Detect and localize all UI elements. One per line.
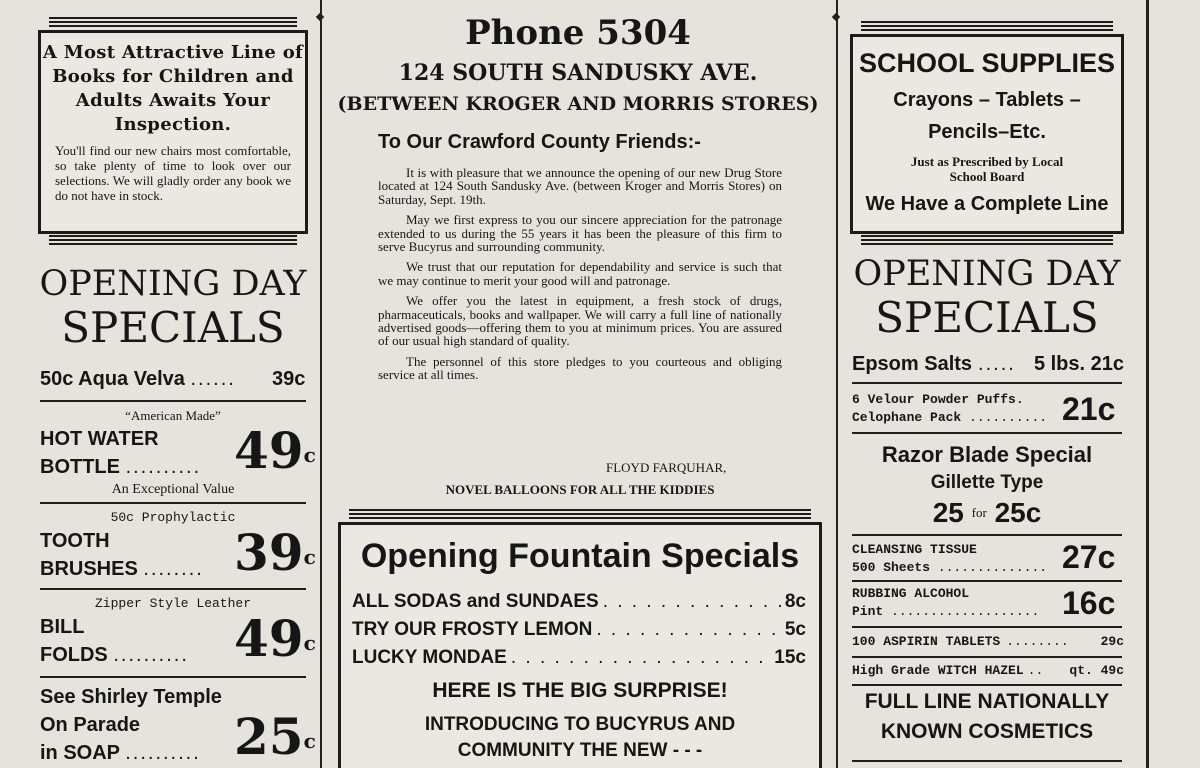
- leader-dots: ..: [1027, 663, 1044, 678]
- books-headline: A Most Attractive Line of Books for Children and Adults Awaits Your Inspection.: [42, 42, 304, 135]
- letter-paragraph: The personnel of this store pledges to you courteous and obliging service at all times.: [378, 353, 782, 383]
- leader-dots: ..........: [125, 456, 202, 478]
- books-box: [38, 30, 308, 234]
- leader-dots: [511, 646, 770, 670]
- introducing-line1: INTRODUCING TO BUCYRUS AND: [424, 714, 736, 735]
- price-hot-water: [234, 421, 316, 480]
- leader-dots: ..........: [125, 742, 201, 764]
- note-exceptional-value: An Exceptional Value: [111, 482, 235, 497]
- item-name: BOTTLE: [40, 456, 120, 478]
- specials-heading-right: SPECIALS: [875, 293, 1099, 342]
- price-cent: c: [303, 545, 316, 569]
- school-board-note2: School Board: [949, 169, 1025, 184]
- item-soap-line3: [40, 740, 201, 766]
- item-name: 500 Sheets: [852, 560, 931, 575]
- letter-paragraph: We offer you the latest in equipment, a fresh stock of drugs, pharmaceuticals, books and wallpaper. We will carry a full line of nationally advertised goods—offering them to you at minimum prices. You are assured of our usual high standard of quality.: [378, 293, 782, 349]
- divider: [852, 534, 1122, 536]
- item-soap-line1: See Shirley Temple: [40, 686, 222, 708]
- fountain-item: [352, 618, 806, 642]
- divider: [40, 400, 306, 402]
- opening-day-heading-right: OPENING DAY: [853, 254, 1121, 294]
- item-name: Pint: [852, 604, 884, 619]
- letter-paragraph: May we first express to you our sincere appreciation for the patronage extended to us during the 55 years it has been the pleasure of this firm to serve Bucyrus and surrounding community.: [378, 212, 782, 255]
- price-cent: c: [303, 631, 316, 655]
- ornament-bar: [49, 17, 297, 29]
- item-hot-water-line2: [40, 454, 201, 480]
- item-bill-line1: BILL: [40, 616, 85, 638]
- leader-dots: [603, 590, 781, 614]
- between-stores: (BETWEEN KROGER AND MORRIS STORES): [337, 93, 819, 115]
- tag-prophylactic: 50c Prophylactic: [110, 510, 236, 525]
- fountain-item-name: TRY OUR FROSTY LEMON: [352, 619, 593, 640]
- ornament-bar: [861, 21, 1113, 33]
- item-price: 5 lbs. 21c: [1033, 353, 1124, 375]
- ornament-bar: [49, 235, 297, 247]
- price-soap: [234, 707, 316, 766]
- greeting: To Our Crawford County Friends:-: [378, 131, 701, 153]
- divider: [40, 588, 306, 590]
- leader-dots: ..............: [937, 560, 1048, 575]
- school-board-note1: Just as Prescribed by Local: [910, 154, 1064, 169]
- announcement-letter: [378, 166, 782, 389]
- fountain-item-price: 5c: [784, 619, 806, 640]
- item-aspirin: [852, 632, 1124, 652]
- divider: [852, 382, 1122, 384]
- fountain-item: [352, 646, 806, 670]
- leader-dots: ......: [190, 368, 236, 390]
- price-tissue: 27c: [1062, 539, 1116, 575]
- books-body: You'll find our new chairs most comfortable, so take plenty of time to look over our selections. We will gladly order any book we do not have in stock.: [55, 143, 291, 203]
- price-aqua-velva: 39c: [272, 368, 306, 390]
- signature: FLOYD FARQUHAR,: [606, 460, 727, 475]
- item-price: qt. 49c: [1069, 663, 1124, 678]
- column-rule-far-right: [1146, 0, 1149, 768]
- item-alcohol-line1: RUBBING ALCOHOL: [852, 586, 970, 601]
- school-supplies-line2: Pencils–Etc.: [928, 121, 1046, 143]
- ornament-bar: [861, 235, 1113, 247]
- razor-offer: [850, 496, 1124, 530]
- phone-heading: Phone 5304: [465, 13, 691, 53]
- price-bill-folds: [234, 609, 316, 668]
- price-alcohol: 16c: [1062, 585, 1116, 621]
- item-price: 29c: [1100, 634, 1124, 649]
- balloons-note: NOVEL BALLOONS FOR ALL THE KIDDIES: [445, 482, 715, 497]
- leader-dots: .....: [978, 353, 1016, 375]
- razor-type: Gillette Type: [930, 472, 1044, 493]
- item-tooth-line2: [40, 556, 204, 582]
- item-name: in SOAP: [40, 742, 120, 764]
- divider: [40, 676, 306, 678]
- price-cent: c: [303, 729, 316, 753]
- cosmetics-line2: KNOWN COSMETICS: [880, 720, 1094, 743]
- fountain-item: [352, 590, 806, 614]
- item-tooth-line1: TOOTH: [40, 530, 110, 552]
- price-value: 25: [234, 707, 304, 766]
- fountain-item-name: ALL SODAS and SUNDAES: [352, 591, 599, 612]
- opening-day-heading-left: OPENING DAY: [39, 264, 307, 304]
- razor-for: for: [971, 505, 987, 520]
- fountain-title: Opening Fountain Specials: [360, 537, 800, 575]
- address-heading: 124 SOUTH SANDUSKY AVE.: [398, 60, 758, 86]
- item-name: 100 ASPIRIN TABLETS: [852, 634, 1001, 649]
- price-puffs: 21c: [1062, 391, 1116, 427]
- column-rule-right: [836, 0, 838, 768]
- fountain-item-price: 8c: [784, 591, 806, 612]
- leader-dots: ..........: [969, 410, 1048, 425]
- item-name: Celophane Pack: [852, 410, 962, 425]
- divider: [852, 432, 1122, 434]
- item-witch-hazel: [852, 660, 1124, 682]
- letter-paragraph: We trust that our reputation for dependability and service is such that we may continue to merit your good will and patronage.: [378, 259, 782, 288]
- rule-ornament: [316, 13, 324, 21]
- divider: [852, 760, 1122, 762]
- item-tissue-line1: CLEANSING TISSUE: [852, 542, 977, 557]
- rule-ornament: [832, 13, 840, 21]
- price-value: 49: [234, 609, 304, 668]
- item-name: 50c Aqua Velva: [40, 368, 185, 390]
- razor-price: 25c: [994, 497, 1042, 528]
- divider: [852, 656, 1122, 658]
- complete-line: We Have a Complete Line: [865, 193, 1109, 215]
- item-epsom: [852, 350, 1124, 378]
- price-value: 39: [234, 523, 304, 582]
- item-soap-line2: On Parade: [40, 714, 141, 736]
- price-tooth-brushes: [234, 523, 316, 582]
- item-name: Epsom Salts: [852, 353, 973, 375]
- item-name: BRUSHES: [40, 558, 138, 580]
- divider: [852, 684, 1122, 686]
- leader-dots: ........: [143, 558, 204, 580]
- leader-dots: [596, 618, 781, 642]
- school-supplies-title: SCHOOL SUPPLIES: [858, 48, 1116, 78]
- leader-dots: ........: [1006, 634, 1069, 649]
- column-rule-left: [320, 0, 322, 768]
- fountain-item-price: 15c: [774, 647, 806, 668]
- big-surprise: HERE IS THE BIG SURPRISE!: [432, 679, 728, 702]
- tag-zipper-leather: Zipper Style Leather: [94, 596, 252, 611]
- item-name: High Grade WITCH HAZEL: [852, 663, 1024, 678]
- leader-dots: ...................: [891, 604, 1040, 619]
- letter-paragraph: It is with pleasure that we announce the opening of our new Drug Store located at 124 South Sandusky Ave. (between Kroger and Morris Stores) on Saturday, Sept. 19th.: [378, 165, 782, 207]
- fountain-item-name: LUCKY MONDAE: [352, 647, 507, 668]
- adjacent-column-edge: [0, 0, 16, 768]
- item-name: FOLDS: [40, 644, 108, 666]
- tag-american-made: “American Made”: [125, 408, 221, 423]
- razor-title: Razor Blade Special: [881, 442, 1093, 467]
- leader-dots: ..........: [113, 644, 189, 666]
- item-aqua-velva: [40, 366, 236, 392]
- divider: [40, 502, 306, 504]
- divider: [852, 626, 1122, 628]
- specials-heading-left: SPECIALS: [61, 303, 285, 352]
- price-value: 49: [234, 421, 304, 480]
- razor-qty: 25: [932, 497, 964, 528]
- item-hot-water-line1: HOT WATER: [40, 428, 159, 450]
- school-supplies-line1: Crayons – Tablets –: [893, 89, 1081, 111]
- item-bill-line2: [40, 642, 189, 668]
- introducing-line2: COMMUNITY THE NEW - - -: [457, 740, 703, 761]
- item-puffs-line1: 6 Velour Powder Puffs.: [852, 392, 1024, 407]
- divider: [852, 580, 1122, 582]
- cosmetics-line1: FULL LINE NATIONALLY: [864, 690, 1110, 713]
- price-cent: c: [303, 443, 316, 467]
- ornament-bar: [349, 509, 811, 521]
